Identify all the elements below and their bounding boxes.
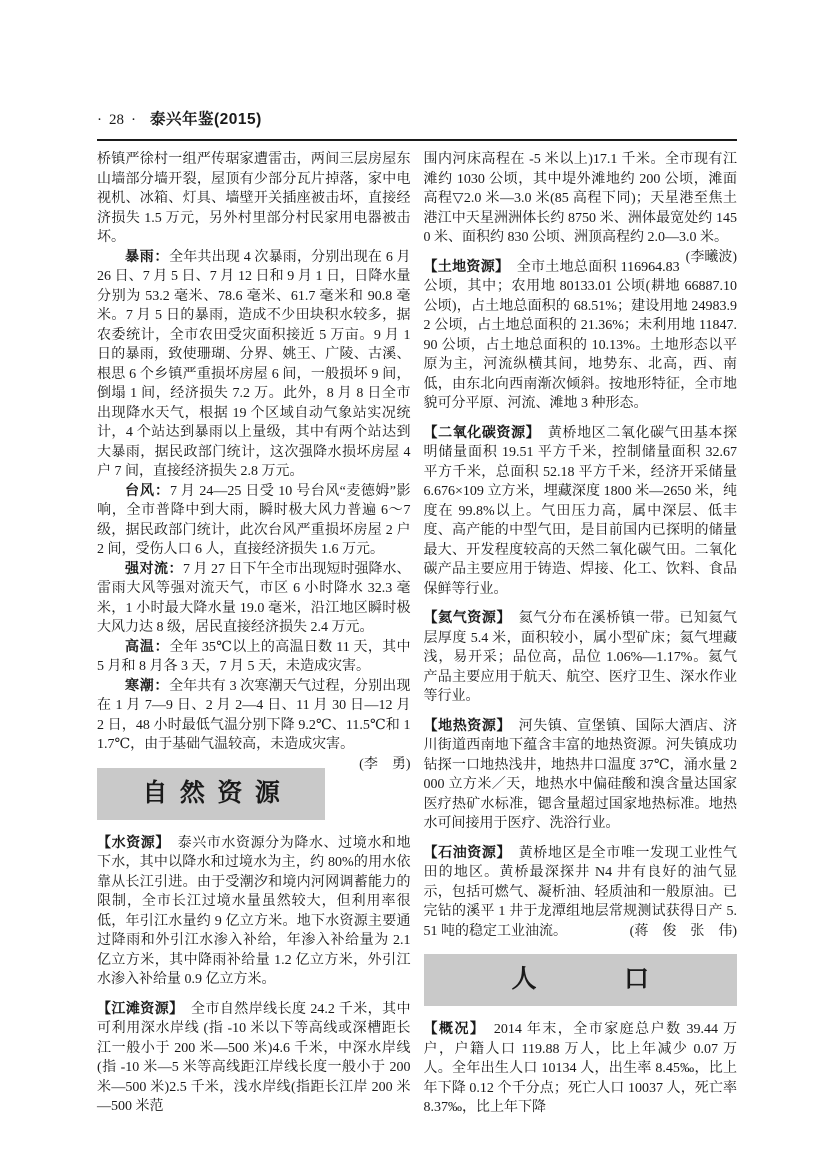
entry-label: 【概况】	[423, 1020, 479, 1036]
subentry-label: 暴雨：	[125, 249, 170, 265]
para-lightning-damage: 桥镇严徐村一组严传琚家遭雷击，两间三层房屋东山墙部分墙开裂，屋顶有少部分瓦片掉落，家中电视机、冰箱、灯具、墙壁开关插座被击坏，直接经济损失 1.5 万元，另外村里部分村民家用电器被击坏。	[97, 152, 411, 245]
para-severe-convection: 强对流：7 月 27 日下午全市出现短时强降水、雷雨大风等强对流天气，市区 6 小时降水 32.3 毫米，1 小时最大降水量 19.0 毫米，沿江地区瞬时极大风力达 8 级，居民直接经济损失 2.4 万元。	[97, 561, 411, 635]
para-cold-wave: 寒潮：全年共有 3 次寒潮天气过程，分别出现在 1 月 7—9 日、2 月 2—4 日、11 月 30 日—12 月 2 日，48 小时最低气温分别下降 9.2℃、11.5℃和 11.7℃，由于基础气温较高，未造成灾害。 (李 勇)	[97, 677, 411, 755]
para-riverbank-continued: 围内河床高程在 -5 米以上)17.1 千米。全市现有江滩约 1030 公顷，其中堤外滩地约 200 公顷，滩面高程▽2.0 米—3.0 米(85 高程下同)；天星港至焦土港江中天星洲洲体长约 8750 米、洲体最宽处约 1450 米、面积约 830 公顷、洲顶高程约 2.0—3.0 米。 (李曦波)	[424, 150, 738, 248]
entry-label: 【氦气资源】	[423, 609, 505, 625]
page-content	[97, 110, 737, 1118]
section-natural-resources	[97, 768, 325, 820]
subentry-label: 强对流：	[125, 561, 183, 577]
section-title: 人 口	[511, 966, 662, 994]
entry-label: 【石油资源】	[423, 843, 505, 860]
right-column	[424, 150, 738, 1118]
entry-co2-resources: 【二氧化碳资源】 黄桥地区二氧化碳气田基本探明储量面积 19.51 平方千米，控制储量面积 32.67 平方千米，总面积 52.18 平方千米，经济开采储量 6.676×109 立方米，埋藏深度 1800 米—2650 米，纯度在 99.8%以上。气田压力高，属中深层、低丰度、高产能的中型气田，是目前国内已探明的储量最大、开发程度较高的天然二氧化碳气田。二氧化碳产品主要应用于铸造、焊接、化工、饮料、食品保鲜等行业。	[423, 423, 738, 597]
para-rainstorm: 暴雨：全年共出现 4 次暴雨，分别出现在 6 月 26 日、7 月 5 日、7 月 12 日和 9 月 1 日，日降水量分别为 53.2 毫米、78.6 毫米、61.7 毫米和 90.8 毫米。7 月 5 日的暴雨，造成不少田块积水较多，据农委统计，全市农田受灾面积接近 5 万亩。9 月 1 日的暴雨，致使珊瑚、分界、姚王、广陵、古溪、根思 6 个乡镇严重损坏房屋 6 间，一般损坏 9 间，倒塌 1 间，经济损失 7.2 万。此外，8 月 8 日全市出现降水天气，根据 19 个区域自动气象站实况统计，4 个站达到暴雨以上量级，其中有两个站达到大暴雨，据民政部门统计，这次强降水损坏房屋 4 户 7 间，直接经济损失 2.8 万元。	[97, 249, 411, 479]
author-attribution: (李 勇)	[359, 756, 411, 772]
entry-label: 【二氧化碳资源】	[423, 423, 534, 440]
page-header	[97, 110, 737, 141]
left-column	[97, 150, 411, 1118]
entry-geothermal-resources: 【地热资源】 河失镇、宣堡镇、国际大酒店、济川街道西南地下蕴含丰富的地热资源。河失镇成功钻探一口地热浅井，地热井口温度 37℃，涌水量 2000 立方米／天，地热水中偏硅酸和溴含量达国家医疗热矿水标准，锶含量超过国家地热标准。地热水可间接用于医疗、洗浴行业。	[423, 716, 738, 831]
entry-label: 【土地资源】	[423, 257, 503, 274]
subentry-label: 寒潮：	[125, 678, 170, 694]
author-attribution: (李曦波)	[685, 249, 737, 265]
entry-petroleum-resources: 【石油资源】 黄桥地区是全市唯一发现工业性气田的地区。黄桥最深探井 N4 井有良好的油气显示，包括可燃气、凝析油、轻质油和一般原油。已完钻的溪平 1 井于龙潭组地层常规测试获得日产 5.51 吨的稳定工业油流。 (蒋 俊 张 伟)	[424, 843, 738, 942]
page-number: 28	[109, 112, 124, 128]
header-dot-right: ·	[131, 112, 136, 128]
subentry-label: 高温：	[125, 639, 170, 655]
entry-riverbank-resources: 【江滩资源】 全市自然岸线长度 24.2 千米，其中可利用深水岸线 (指 -10 米以下等高线或深槽距长江一般小于 200 米—500 米)4.6 千米，中深水岸线 (指 -10 米—5 米等高线距江岸线长度一般小于 200 米—500 米)2.5 千米，浅水岸线(指距长江岸 200 米—500 米范	[97, 999, 411, 1114]
subentry-label: 台风：	[125, 483, 170, 499]
two-column-layout	[97, 150, 737, 1118]
para-high-temperature: 高温：全年 35℃以上的高温日数 11 天，其中 5 月和 8 月各 3 天，7 月 5 天，未造成灾害。	[97, 639, 411, 674]
entry-label: 【水资源】	[97, 833, 163, 850]
book-title: 泰兴年鉴(2015)	[150, 111, 262, 128]
entry-land-resources: 【土地资源】 全市土地总面积 116964.83 公顷，其中；农用地 80133.01 公顷(耕地 66887.10 公顷)，占土地总面积的 68.51%；建设用地 24983.92 公顷，占土地总面积的 21.36%；未利用地 11847.90 公顷，占土地总面积的 10.13%。土地形态以平原为主，河流纵横其间，地势东、北高，西、南低，由东北向西南渐次倾斜。按地形特征，全市地貌可分平原、河流、滩地 3 种形态。	[423, 257, 737, 411]
header-dot-left: ·	[97, 112, 102, 128]
para-typhoon: 台风：7 月 24—25 日受 10 号台风“麦德姆”影响，全市普降中到大雨，瞬时极大风力普遍 6～7 级，据民政部门统计，此次台风严重损坏房屋 2 户 2 间，受伤人口 6 人，直接经济损失 1.6 万元。	[97, 483, 411, 557]
author-attribution: (蒋 俊 张 伟)	[629, 923, 737, 939]
section-title: 自然资源	[142, 779, 293, 807]
entry-water-resources: 【水资源】 泰兴市水资源分为降水、过境水和地下水，其中以降水和过境水为主，约 80%的用水依靠从长江引进。由于受潮汐和境内河网调蓄能力的限制，全市长江过境水量虽然较大，但利用率很低，年引江水量约 9 亿立方米。地下水资源主要通过降雨和外引江水渗入补给，年渗入补给量为 2.1 亿立方米，其中降雨补给量 1.2 亿立方米，外引江水渗入补给量 0.9 亿立方米。	[97, 833, 411, 987]
entry-label: 【江滩资源】	[97, 999, 177, 1016]
section-population	[424, 954, 738, 1006]
entry-label: 【地热资源】	[423, 716, 505, 733]
entry-helium-resources: 【氦气资源】 氦气分布在溪桥镇一带。已知氦气层厚度 5.4 米，面积较小，属小型矿床；氦气埋藏浅，易开采；品位高，品位 1.06%—1.17%。氦气产品主要应用于航天、航空、医疗卫生、深水作业等行业。	[423, 609, 738, 704]
entry-population-overview: 【概况】 2014 年末，全市家庭总户数 39.44 万户，户籍人口 119.88 万人，比上年减少 0.07 万人。全年出生人口 10134 人，出生率 8.45‰，比上年下降 0.12 个千分点；死亡人口 10037 人，死亡率 8.37‰，比上年下降	[423, 1020, 738, 1115]
